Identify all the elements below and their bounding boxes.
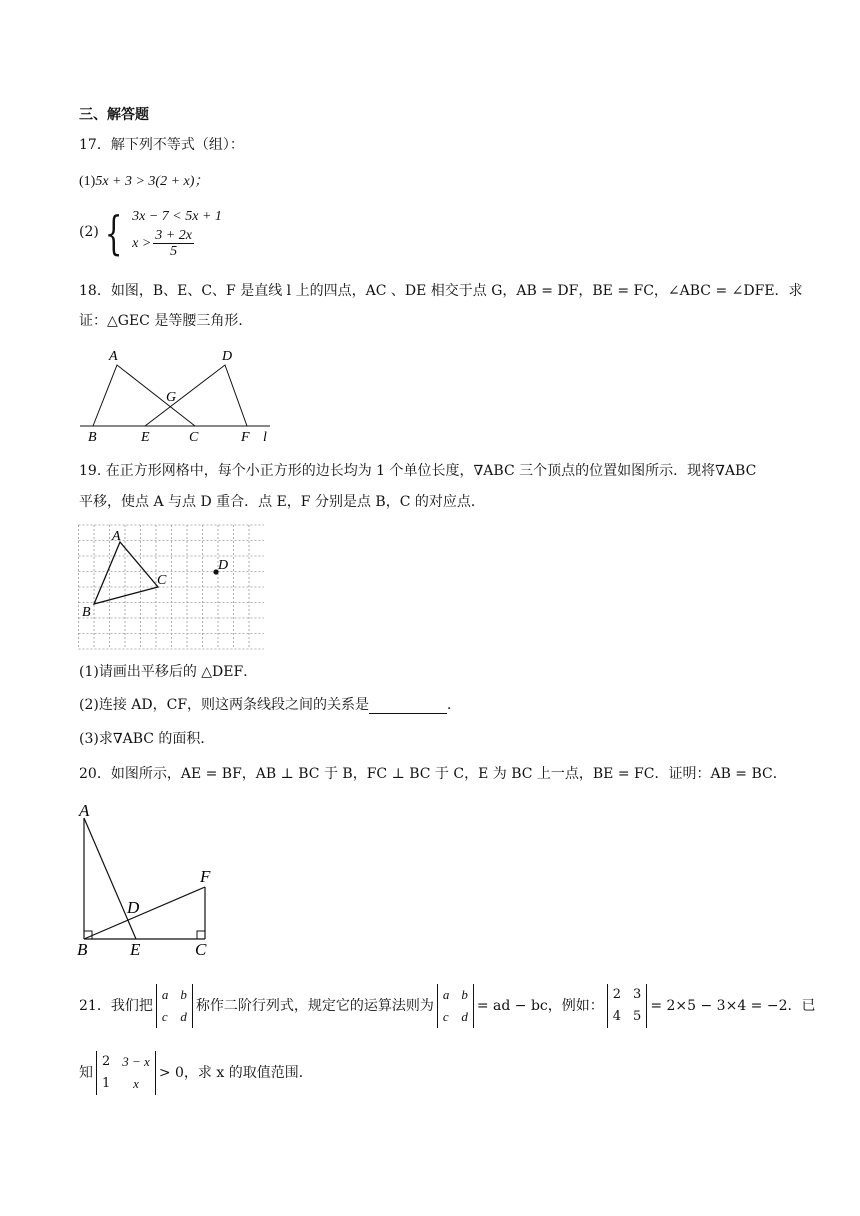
question-18-line-2: 证：△GEC 是等腰三角形． [79,313,253,329]
part-text-end: ． [447,697,462,713]
fraction [153,228,194,260]
inequality: 5x + 3 > 3(2 + x)； [95,174,209,189]
answer-blank[interactable] [369,699,447,714]
segment-ae [84,818,136,939]
det-entry: 4 [612,1009,622,1024]
label-c: C [195,940,207,959]
question-text: 称作二阶行列式，规定它的运算法则为 [195,997,434,1014]
triangle-abc [94,542,158,604]
question-text: 知 [79,1064,93,1081]
question-17-stem [79,137,244,154]
determinant-rule [437,984,474,1028]
part-text: (2)连接 AD，CF，则这两条线段之间的关系是 [79,697,370,713]
figure-18 [75,345,275,445]
det-entry: 5 [633,1009,642,1024]
grid [79,525,265,649]
question-text: . 在正方形网格中，每个小正方形的边长均为 1 个单位长度，∇ABC 三个顶点的位置如图所示．现将∇ABC [96,463,757,479]
question-20-stem [79,766,787,783]
det-entry: c [442,1009,449,1024]
question-21-line-1 [79,984,816,1028]
label-g: G [166,390,177,405]
right-angle-c-icon [197,931,205,939]
label-d: D [127,898,140,917]
question-text: ．我们把 [96,997,153,1014]
det-entry: 2 [612,987,622,1002]
label-e: E [130,940,141,959]
question-number: 20 [79,766,97,782]
det-entry: d [180,1009,187,1024]
figure-19-grid [78,524,264,652]
determinant-definition [156,984,193,1028]
question-number: 17 [79,137,97,153]
label-b: B [82,605,91,620]
system-line-2 [132,228,222,260]
label-l: l [263,430,267,445]
question-number: 21 [79,997,97,1014]
det-entry: a [442,987,450,1002]
det-entry: x [133,1076,139,1091]
label-a: A [79,801,90,820]
label-f: F [241,430,250,445]
question-text: ．如图，B、E、C、F 是直线 l 上的四点，AC 、DE 相交于点 G，AB = DF，BE = FC，∠ABC = ∠DFE．求 [96,283,803,299]
question-19-part-2 [79,697,461,714]
question-number: 19 [79,463,97,479]
det-entry: 2 [102,1054,111,1069]
label-d: D [222,349,233,364]
label-f: F [200,867,211,886]
denominator: 5 [170,244,178,260]
det-entry: 3 − x [122,1054,150,1069]
det-entry: a [161,987,169,1002]
label-a: A [109,349,118,364]
det-entry: b [180,987,187,1002]
question-text: ．如图所示，AE = BF，AB ⊥ BC 于 B，FC ⊥ BC 于 C，E 为 BC 上一点，BE = FC．证明：AB = BC． [96,766,787,782]
question-19-line-1 [79,463,756,480]
question-19-line-2: 平移，使点 A 与点 D 重合．点 E，F 分别是点 B，C 的对应点． [79,494,485,510]
numerator: 3 + 2x [155,228,192,243]
det-entry: c [161,1009,168,1024]
det-entry: b [461,987,468,1002]
det-entry: 3 [633,987,642,1002]
figure-20 [74,800,224,962]
triangle-abc [93,365,195,426]
question-text: = 2×5 − 3×4 = −2．已 [650,997,816,1014]
question-text: ．解下列不等式（组）： [96,137,244,153]
determinant-given [96,1051,156,1095]
det-entry: d [461,1009,468,1024]
label-d: D [218,558,229,573]
triangle-def [145,365,247,426]
question-text: > 0，求 x 的取值范围． [158,1064,313,1081]
part-label: (1) [79,174,96,189]
label-a: A [112,529,121,544]
question-17-part-2 [79,206,222,260]
question-19-part-3: (3)求∇ABC 的面积． [79,731,215,747]
question-18-line-1 [79,283,803,300]
part-label: (2) [79,224,99,241]
question-text: = ad − bc，例如： [476,997,604,1014]
section-title: 三、解答题 [79,107,149,123]
label-e: E [141,430,150,445]
lhs: x > [132,235,152,251]
question-21-line-2 [79,1051,313,1095]
system-line-1: 3x − 7 < 5x + 1 [132,209,222,224]
left-brace-icon: { [104,205,123,260]
determinant-example [607,984,648,1028]
question-number: 18 [79,283,97,299]
question-19-part-1: (1)请画出平移后的 △DEF． [79,664,258,680]
label-b: B [77,940,88,959]
label-b: B [88,430,97,445]
label-c: C [189,430,199,445]
question-17-part-1 [79,174,208,191]
segment-bf [84,887,205,939]
det-entry: 1 [102,1076,111,1091]
label-c: C [157,573,167,588]
